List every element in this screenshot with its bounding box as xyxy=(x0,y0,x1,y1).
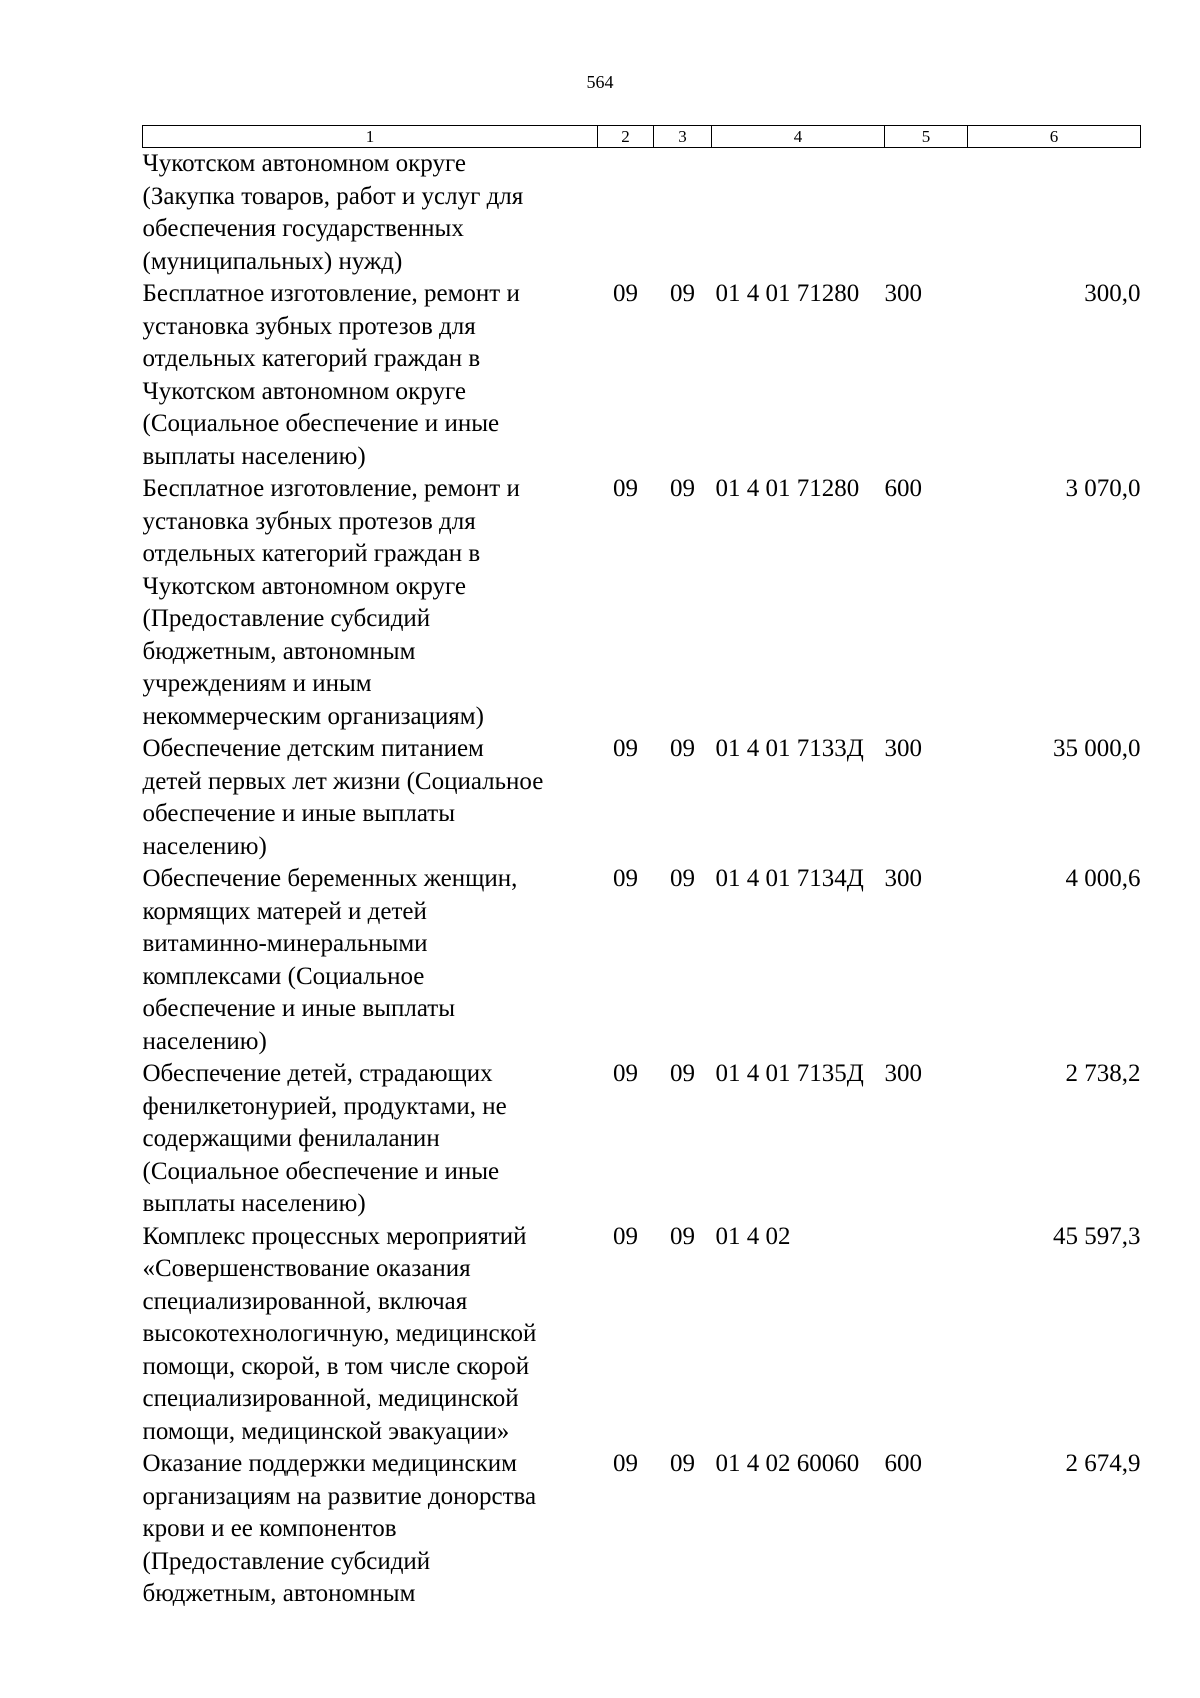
row-section: 09 xyxy=(613,865,638,892)
row-amount xyxy=(968,148,1141,279)
table-row xyxy=(143,473,1141,733)
row-subsection: 09 xyxy=(670,1060,695,1087)
row-expense-type xyxy=(885,148,968,279)
row-subsection xyxy=(654,148,712,279)
header-col-3: 3 xyxy=(654,126,712,148)
row-section: 09 xyxy=(613,280,638,307)
row-amount: 3 070,0 xyxy=(1065,475,1141,502)
row-amount: 35 000,0 xyxy=(1053,735,1141,762)
row-subsection: 09 xyxy=(670,735,695,762)
header-col-2: 2 xyxy=(598,126,654,148)
table-row xyxy=(143,863,1141,1058)
row-description: Обеспечение детским питанием детей первых лет жизни (Социальное обеспечение и иные выплаты населению) xyxy=(142,735,544,860)
row-target-article: 01 4 01 71280 xyxy=(715,475,860,502)
row-target-article xyxy=(712,148,885,279)
row-amount: 2 674,9 xyxy=(1065,1450,1141,1477)
table-row xyxy=(143,733,1141,863)
row-subsection: 09 xyxy=(670,865,695,892)
row-expense-type xyxy=(885,1221,968,1449)
header-col-6: 6 xyxy=(968,126,1141,148)
table-row xyxy=(143,1221,1141,1449)
row-description: Чукотском автономном округе (Закупка товаров, работ и услуг для обеспечения государственных (муниципальных) нужд) xyxy=(142,150,524,275)
row-target-article: 01 4 01 71280 xyxy=(715,280,860,307)
budget-table xyxy=(142,125,1141,1611)
row-section: 09 xyxy=(613,1222,638,1250)
row-target-article: 01 4 01 7134Д xyxy=(715,865,864,892)
row-description: Обеспечение детей, страдающих фенилкетонурией, продуктами, не содержащими фенилаланин (Социальное обеспечение и иные выплаты населению) xyxy=(142,1060,507,1217)
table-row xyxy=(143,278,1141,473)
row-expense-type: 600 xyxy=(884,1450,922,1477)
row-subsection: 09 xyxy=(670,1222,695,1250)
header-col-5: 5 xyxy=(885,126,968,148)
row-expense-type: 300 xyxy=(884,1060,922,1087)
row-subsection: 09 xyxy=(670,280,695,307)
row-amount: 2 738,2 xyxy=(1065,1060,1141,1087)
row-section: 09 xyxy=(613,475,638,502)
row-subsection: 09 xyxy=(670,1450,695,1477)
row-expense-type: 300 xyxy=(884,865,922,892)
row-amount: 300,0 xyxy=(1084,280,1141,307)
table-row xyxy=(143,1058,1141,1221)
row-description: Бесплатное изготовление, ремонт и установка зубных протезов для отдельных категорий граждан в Чукотском автономном округе (Предоставление субсидий бюджетным, автономным учреждениям и иным некоммерческим организациям) xyxy=(142,475,520,730)
row-description: Оказание поддержки медицинским организациям на развитие донорства крови и ее компонентов (Предоставление субсидий бюджетным, автономным xyxy=(142,1450,537,1607)
row-target-article: 01 4 01 7133Д xyxy=(715,735,864,762)
table-row xyxy=(143,1448,1141,1611)
row-description: Обеспечение беременных женщин, кормящих матерей и детей витаминно-минеральными комплексами (Социальное обеспечение и иные выплаты населению) xyxy=(142,865,518,1055)
row-section: 09 xyxy=(613,1450,638,1477)
table-row xyxy=(143,148,1141,279)
row-description: Бесплатное изготовление, ремонт и установка зубных протезов для отдельных категорий граждан в Чукотском автономном округе (Социальное обеспечение и иные выплаты населению) xyxy=(142,280,520,470)
row-amount: 45 597,3 xyxy=(1053,1222,1141,1250)
header-col-1: 1 xyxy=(143,126,598,148)
header-col-4: 4 xyxy=(712,126,885,148)
row-section xyxy=(598,148,654,279)
row-section: 09 xyxy=(613,1060,638,1087)
row-expense-type: 300 xyxy=(884,280,922,307)
row-subsection: 09 xyxy=(670,475,695,502)
row-target-article: 01 4 02 60060 xyxy=(715,1450,860,1477)
row-description: Комплекс процессных мероприятий «Совершенствование оказания специализированной, включая высокотехнологичную, медицинской помощи, скорой, в том числе скорой специализированной, медицинской помощи, медицинской эвакуации» xyxy=(142,1222,537,1445)
row-target-article: 01 4 02 xyxy=(715,1222,791,1250)
row-expense-type: 600 xyxy=(884,475,922,502)
row-target-article: 01 4 01 7135Д xyxy=(715,1060,864,1087)
row-expense-type: 300 xyxy=(884,735,922,762)
column-number-header xyxy=(143,126,1141,148)
row-amount: 4 000,6 xyxy=(1065,865,1141,892)
page-number: 564 xyxy=(586,72,614,92)
row-section: 09 xyxy=(613,735,638,762)
